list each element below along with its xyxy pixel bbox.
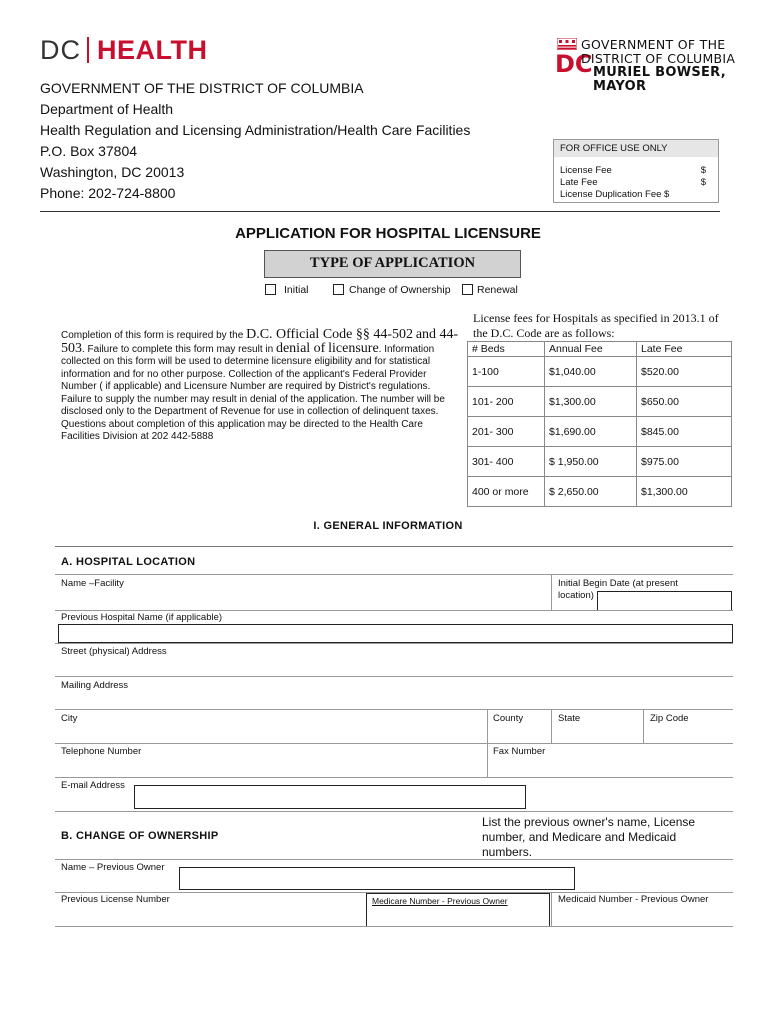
notice-text-1: Completion of this form is required by the	[61, 330, 247, 341]
application-type-options	[0, 284, 770, 298]
fee-table	[467, 341, 732, 507]
column-divider	[551, 574, 552, 610]
fee-late: $650.00	[637, 387, 732, 417]
office-use-box	[553, 139, 719, 203]
government-logo	[555, 37, 745, 94]
gov-line-2: DISTRICT OF COLUMBIA	[581, 51, 736, 66]
logo-health-text: HEALTH	[97, 34, 208, 65]
notice-text-2: . Failure to complete this form may result in	[82, 343, 276, 355]
fee-annual: $1,300.00	[545, 387, 637, 417]
fee-beds: 101- 200	[468, 387, 545, 417]
notice-code-citation-2: and 44-503	[61, 327, 459, 356]
office-use-heading: FOR OFFICE USE ONLY	[554, 140, 718, 157]
beds-header: # Beds	[468, 342, 545, 357]
late-fee-label: Late Fee	[560, 177, 598, 188]
late-fee-header: Late Fee	[637, 342, 732, 357]
fee-beds: 301- 400	[468, 447, 545, 477]
begin-date-input[interactable]	[597, 591, 732, 611]
change-of-ownership-label: Change of Ownership	[349, 284, 451, 296]
fee-row	[468, 357, 732, 387]
late-fee-dollar: $	[700, 177, 706, 188]
gov-line-1: GOVERNMENT OF THE	[581, 37, 726, 52]
fee-late: $520.00	[637, 357, 732, 387]
begin-date-label: Initial Begin Date (at present location)	[558, 578, 678, 601]
column-divider	[643, 709, 644, 743]
address-line-2: Department of Health	[40, 101, 174, 117]
duplication-fee-label: License Duplication Fee $	[560, 189, 670, 200]
annual-fee-header: Annual Fee	[545, 342, 637, 357]
previous-name-label: Previous Hospital Name (if applicable)	[61, 612, 223, 623]
fee-table-header	[468, 342, 732, 357]
fee-late: $1,300.00	[637, 477, 732, 507]
logo-dc-text: DC	[40, 34, 81, 65]
row-line	[55, 926, 733, 927]
fee-row	[468, 417, 732, 447]
dc-flag-icon	[557, 38, 577, 50]
address-line-6: Phone: 202-724-8800	[40, 185, 176, 201]
dc-health-logo	[40, 34, 208, 66]
fee-beds: 1-100	[468, 357, 545, 387]
legal-notice	[61, 329, 461, 444]
address-line-4: P.O. Box 37804	[40, 143, 138, 159]
city-label: City	[61, 713, 78, 724]
state-label: State	[558, 713, 581, 724]
renewal-checkbox[interactable]	[462, 284, 473, 295]
fax-label: Fax Number	[493, 746, 546, 757]
type-of-application-heading: TYPE OF APPLICATION	[264, 250, 521, 278]
column-divider	[551, 709, 552, 743]
logo-divider	[87, 37, 89, 63]
change-of-ownership-checkbox[interactable]	[333, 284, 344, 295]
agency-address	[40, 78, 560, 204]
row-line	[55, 676, 733, 677]
notice-text-3: . Information collected on this form will be used to determine licensure eligibility and for statistical information and for no other purpose. Collection of the applicant's Federal Provider Number ( if applicable) and Licensure Number are required by District's regulations. Failure to supply the number may result in denial of the application. The number will be disclosed only to the Department of Revenue for use in collection of delinquent taxes. Questions about completion of this application may be directed to the Health Care Facilities Division at 202 442-5888	[61, 343, 445, 442]
previous-name-input[interactable]	[58, 624, 733, 643]
row-line	[55, 709, 733, 710]
street-address-label: Street (physical) Address	[61, 646, 167, 657]
fee-late: $975.00	[637, 447, 732, 477]
previous-license-label: Previous License Number	[61, 894, 170, 905]
row-line	[55, 859, 733, 860]
initial-checkbox[interactable]	[265, 284, 276, 295]
row-line	[55, 643, 733, 644]
fee-beds: 400 or more	[468, 477, 545, 507]
change-of-ownership-heading: B. CHANGE OF OWNERSHIP	[61, 830, 219, 842]
fee-beds: 201- 300	[468, 417, 545, 447]
initial-label: Initial	[284, 284, 309, 296]
column-divider	[487, 709, 488, 743]
row-line	[55, 610, 733, 611]
previous-owner-input[interactable]	[179, 867, 575, 890]
fee-row	[468, 477, 732, 507]
hospital-location-heading: A. HOSPITAL LOCATION	[61, 556, 196, 568]
column-divider	[551, 892, 552, 926]
address-line-5: Washington, DC 20013	[40, 164, 185, 180]
fee-annual: $ 2,650.00	[545, 477, 637, 507]
gov-line-3: MURIEL BOWSER, MAYOR	[593, 65, 726, 94]
license-fee-dollar: $	[700, 165, 706, 176]
row-line	[55, 777, 733, 778]
address-line-3: Health Regulation and Licensing Administration/Health Care Facilities	[40, 122, 471, 138]
fee-annual: $1,690.00	[545, 417, 637, 447]
telephone-label: Telephone Number	[61, 746, 142, 757]
fee-late: $845.00	[637, 417, 732, 447]
fee-row	[468, 447, 732, 477]
renewal-label: Renewal	[477, 284, 518, 296]
ownership-instruction: List the previous owner's name, License number, and Medicare and Medicaid numbers.	[482, 815, 696, 859]
page-title: APPLICATION FOR HOSPITAL LICENSURE	[235, 225, 541, 242]
mailing-address-label: Mailing Address	[61, 680, 129, 691]
email-label: E-mail Address	[61, 780, 125, 791]
header-divider	[40, 211, 720, 212]
row-line	[55, 574, 733, 575]
general-information-heading: I. GENERAL INFORMATION	[313, 520, 463, 532]
fee-row	[468, 387, 732, 417]
notice-licensure: licensure	[328, 340, 379, 356]
fee-annual: $1,040.00	[545, 357, 637, 387]
county-label: County	[493, 713, 524, 724]
row-line	[55, 743, 733, 744]
row-line	[55, 811, 733, 812]
medicare-number-label: Medicare Number - Previous Owner	[372, 896, 508, 906]
address-line-1: GOVERNMENT OF THE DISTRICT OF COLUMBIA	[40, 80, 364, 96]
license-fee-label: License Fee	[560, 165, 612, 176]
email-input[interactable]	[134, 785, 526, 809]
fee-annual: $ 1,950.00	[545, 447, 637, 477]
zip-code-label: Zip Code	[650, 713, 689, 724]
facility-name-label: Name –Facility	[61, 578, 124, 589]
notice-code-citation: D.C. Official Code §§ 44-502	[246, 327, 414, 342]
medicaid-number-label: Medicaid Number - Previous Owner	[558, 894, 709, 905]
gov-logo-mark: DC	[555, 50, 593, 78]
previous-owner-label: Name – Previous Owner	[61, 862, 165, 873]
fees-intro: License fees for Hospitals as specified in 2013.1 of the D.C. Code are as follows:	[473, 311, 719, 340]
section-divider	[55, 546, 733, 547]
notice-denial: denial of	[275, 340, 326, 356]
column-divider	[487, 743, 488, 777]
